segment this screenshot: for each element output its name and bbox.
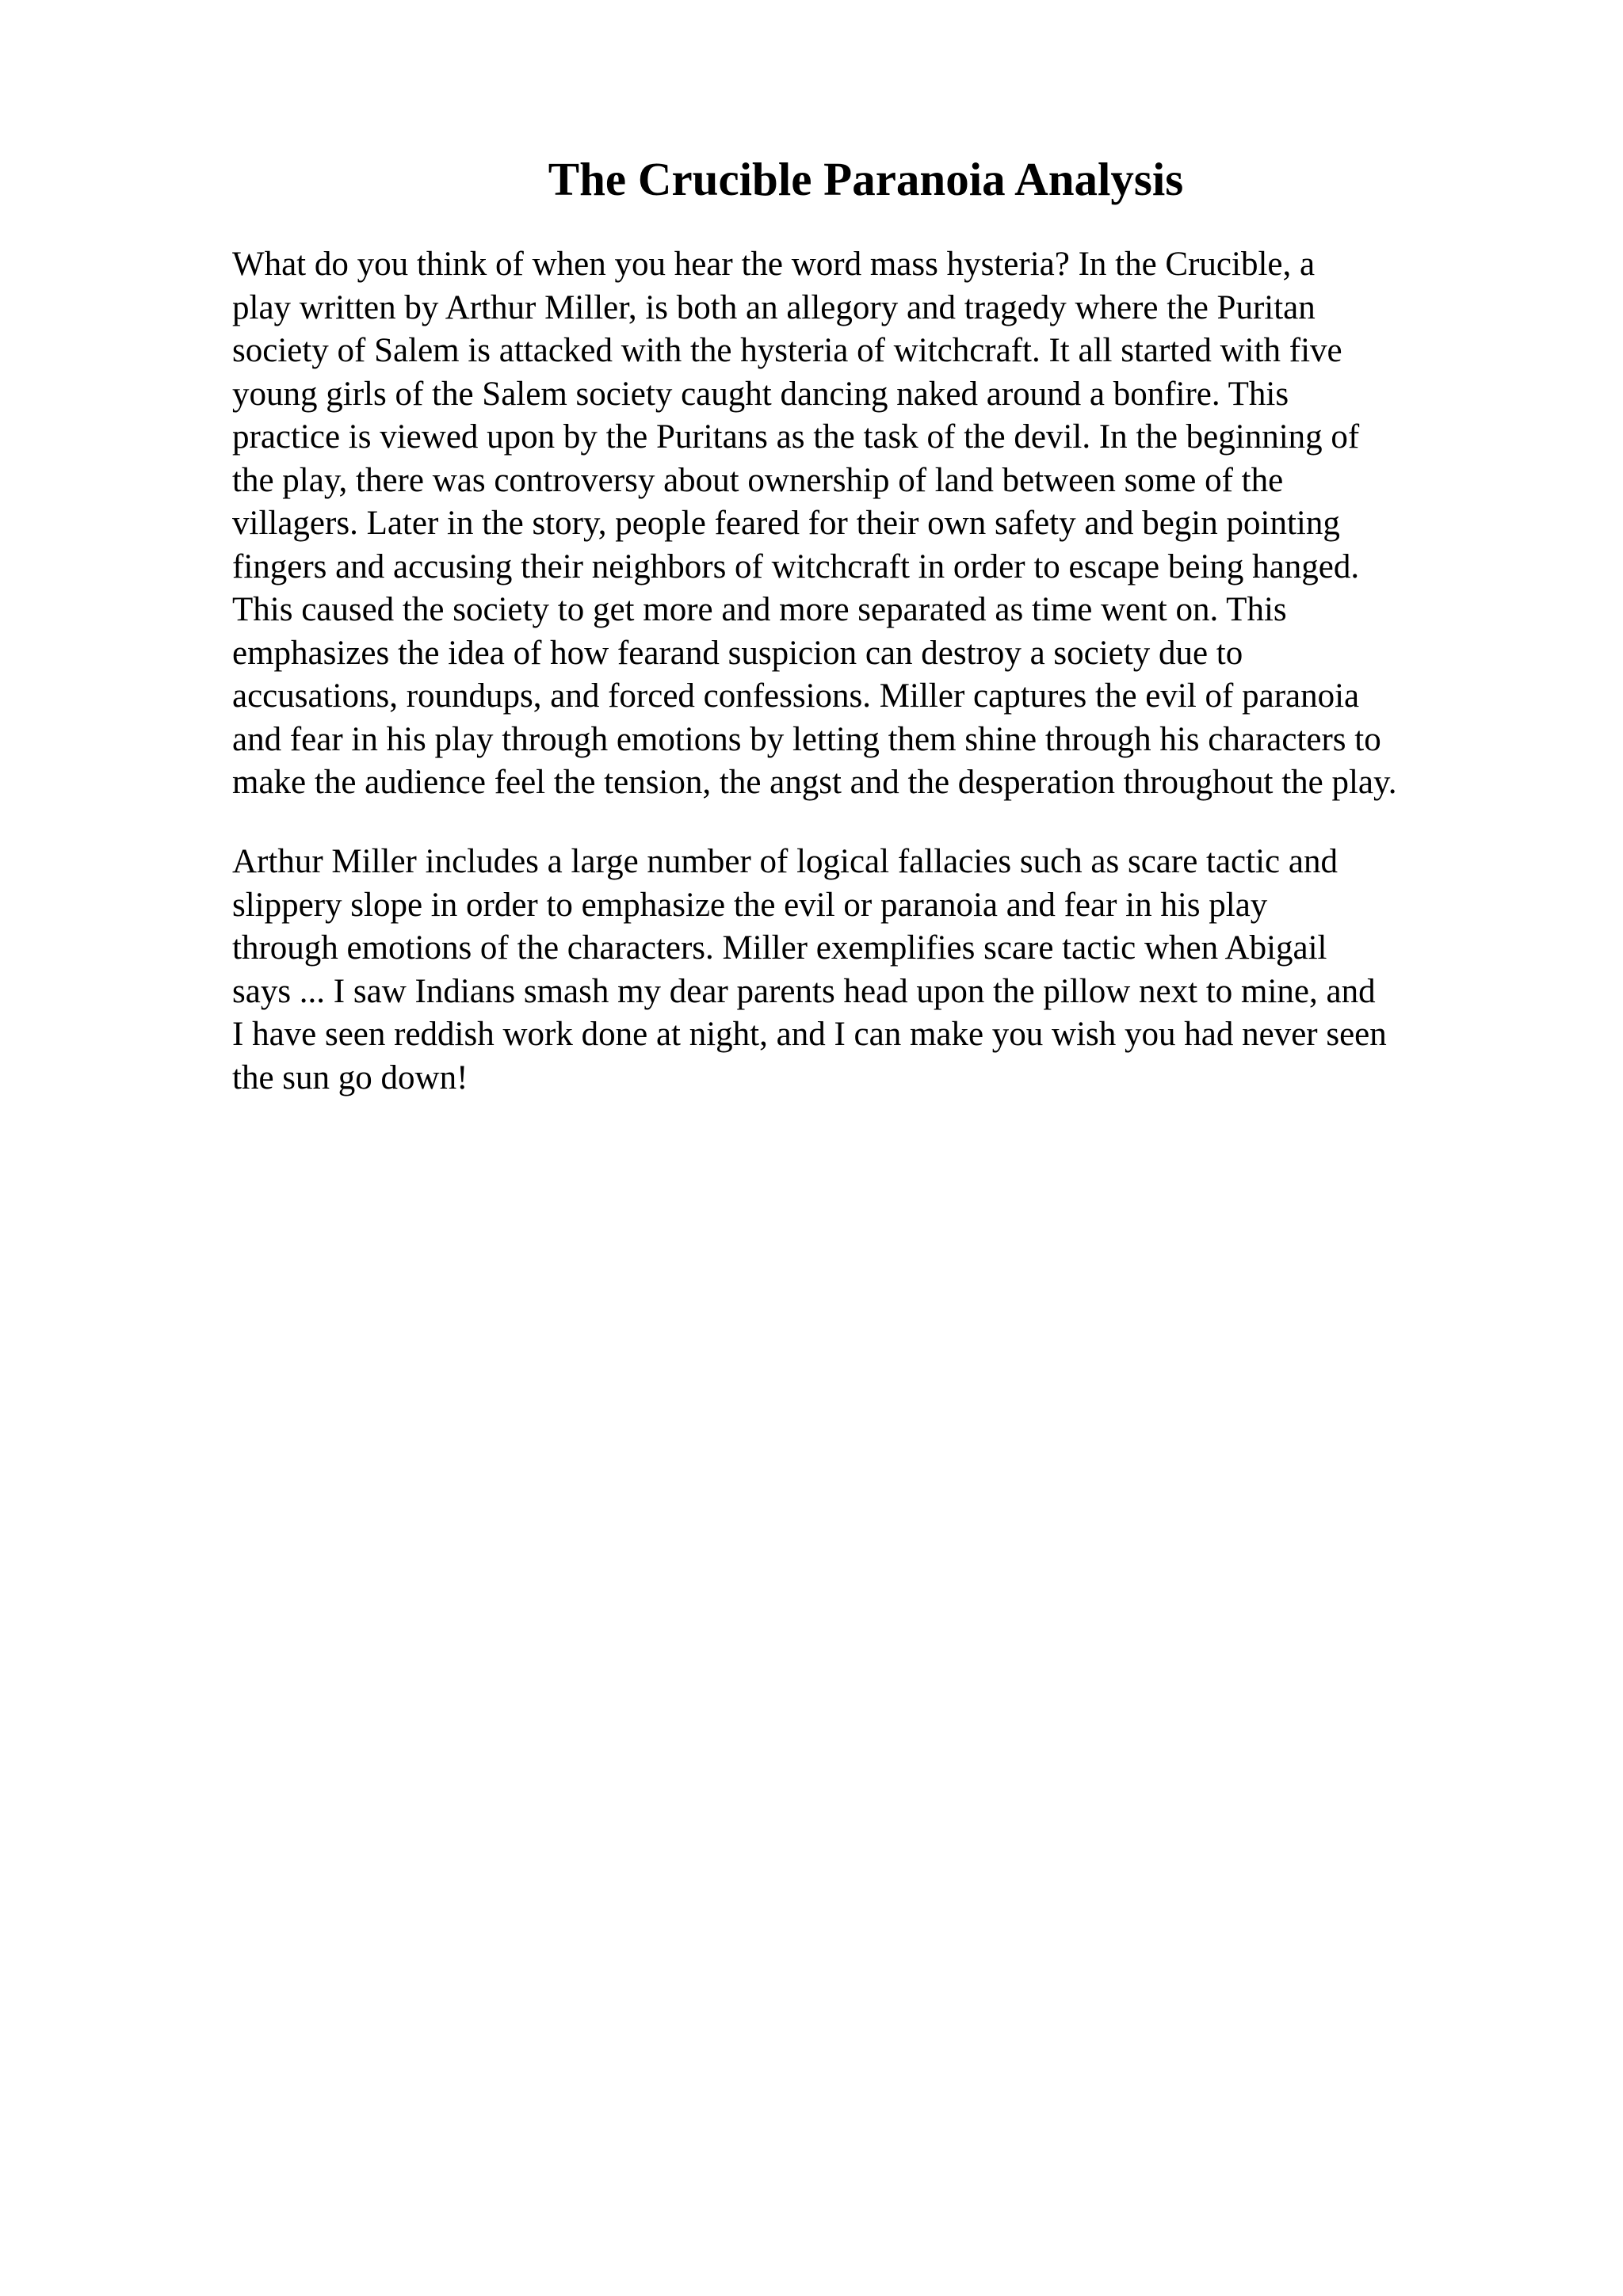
paragraph-line: through emotions of the characters. Miller exemplifies scare tactic when Abigail: [232, 929, 1327, 967]
paragraph-line: make the audience feel the tension, the angst and the desperation throughout the play.: [232, 764, 1397, 801]
paragraph-line: young girls of the Salem society caught dancing naked around a bonfire. This: [232, 375, 1289, 413]
paragraph-line: accusations, roundups, and forced confessions. Miller captures the evil of paranoia: [232, 677, 1360, 715]
paragraph-line: play written by Arthur Miller, is both an allegory and tragedy where the Puritan: [232, 288, 1316, 326]
paragraph-line: practice is viewed upon by the Puritans as the task of the devil. In the beginning of: [232, 418, 1360, 456]
paragraph-line: Arthur Miller includes a large number of logical fallacies such as scare tactic and: [232, 843, 1338, 880]
paragraph-line: This caused the society to get more and more separated as time went on. This: [232, 591, 1287, 628]
paragraph-line: I have seen reddish work done at night, and I can make you wish you had never seen: [232, 1016, 1387, 1053]
paragraph-1: [232, 243, 1595, 805]
paragraph-line: the sun go down!: [232, 1058, 468, 1097]
paragraph-2: [232, 841, 1595, 1100]
paragraph-line: What do you think of when you hear the word mass hysteria? In the Crucible, a: [232, 246, 1316, 283]
paragraph-line: and fear in his play through emotions by letting them shine through his characters to: [232, 720, 1381, 758]
paragraph-line: fingers and accusing their neighbors of witchcraft in order to escape being hanged.: [232, 547, 1360, 585]
paragraph-line: emphasizes the idea of how fearand suspicion can destroy a society due to: [232, 634, 1243, 672]
paragraph-line: villagers. Later in the story, people feared for their own safety and begin pointing: [232, 505, 1340, 542]
paragraph-line: society of Salem is attacked with the hysteria of witchcraft. It all started with five: [232, 332, 1342, 369]
paragraph-line: says ... I saw Indians smash my dear parents head upon the pillow next to mine, and: [232, 972, 1376, 1010]
paragraph-line: the play, there was controversy about ownership of land between some of the: [232, 461, 1284, 499]
paragraph-line: slippery slope in order to emphasize the evil or paranoia and fear in his play: [232, 886, 1268, 924]
document-title: The Crucible Paranoia Analysis: [548, 153, 1184, 205]
